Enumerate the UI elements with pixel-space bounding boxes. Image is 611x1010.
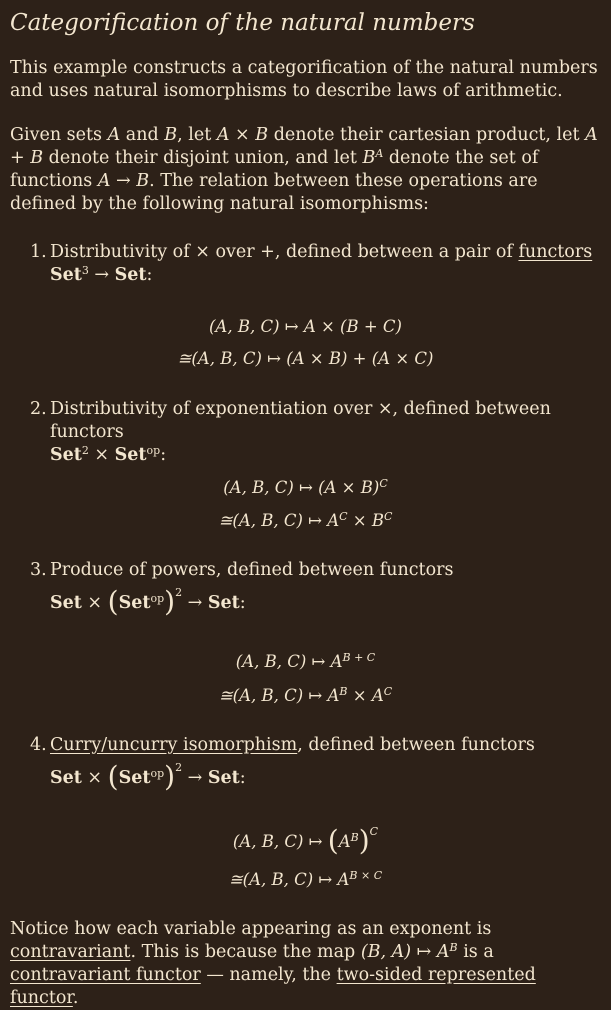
op-superscript: op: [146, 443, 161, 457]
op-superscript: op: [150, 766, 165, 780]
item-number: 4.: [30, 735, 47, 755]
math-sum: A + B: [10, 125, 598, 168]
map-exponent: B: [449, 940, 458, 954]
map-text: (B, A) ↦ A: [360, 942, 450, 962]
list-item-3: [30, 559, 605, 618]
math-map: [361, 942, 458, 962]
notice-paragraph: [10, 918, 605, 1010]
eq-exponent: C: [384, 509, 393, 523]
functor-signature: [50, 760, 246, 793]
eq-text: ≅(A, B, C) ↦ A: [228, 870, 350, 889]
list-item-4: [30, 734, 605, 793]
text: Given sets: [10, 125, 108, 145]
arrow: →: [88, 265, 115, 285]
equation-3a: [0, 650, 611, 673]
set-symbol: Set: [114, 265, 147, 285]
exponent: 3: [81, 263, 89, 277]
item-number: 1.: [30, 242, 47, 262]
item-text: , defined between functors: [297, 735, 535, 755]
arrow: →: [182, 768, 208, 788]
set-symbol: Set: [207, 593, 240, 613]
set-symbol: Set: [118, 768, 151, 788]
equation-1a: (A, B, C) ↦ A × (B + C): [208, 317, 402, 336]
eq-exponent: C: [383, 684, 393, 698]
colon: :: [160, 445, 167, 465]
times: ×: [81, 768, 108, 788]
colon: :: [239, 593, 246, 613]
eq-exponent: C: [379, 476, 388, 490]
text: denote their cartesian product, let: [268, 125, 586, 145]
eq-exponent: B + C: [342, 650, 376, 664]
equation-2a: [0, 476, 611, 499]
right-paren: ): [358, 824, 370, 857]
item-text: Distributivity of exponentiation over ×, defined between functors: [50, 399, 551, 442]
list-item-2: [30, 398, 605, 467]
text: Notice how each variable appearing as an exponent is: [10, 919, 492, 939]
eq-exponent: C: [339, 509, 348, 523]
set-symbol: Set: [114, 445, 147, 465]
definitions-paragraph: [10, 124, 605, 216]
set-symbol: Set: [50, 445, 82, 465]
two-sided-represented-functor-link[interactable]: two-sided represented functor: [10, 965, 536, 1008]
eq-text: × A: [347, 686, 384, 705]
exponent: 2: [81, 443, 89, 457]
text: . The relation between these operations are defined by the following natural isomorphisms:: [10, 171, 538, 214]
functors-link[interactable]: functors: [518, 242, 593, 262]
eq-text: ≅(A, B, C) ↦ A: [218, 686, 340, 705]
op-superscript: op: [150, 591, 165, 605]
times: ×: [88, 445, 115, 465]
item-number: 3.: [30, 560, 47, 580]
eq-text: (A, B, C) ↦ A: [235, 652, 343, 671]
eq-exponent: B × C: [349, 868, 383, 882]
math-a: A: [107, 125, 121, 145]
eq-exponent: B: [339, 684, 348, 698]
colon: :: [146, 265, 153, 285]
contravariant-functor-link[interactable]: contravariant functor: [10, 965, 201, 985]
eq-text: ≅(A, B, C) ↦ A: [218, 511, 340, 530]
right-paren: ): [164, 760, 176, 793]
eq-exponent: B: [350, 830, 359, 844]
eq-exponent: C: [369, 824, 379, 838]
set-symbol: Set: [207, 768, 240, 788]
right-paren: ): [164, 585, 176, 618]
power-exponent: A: [375, 146, 384, 160]
equation-2b: [0, 509, 611, 532]
math-b: B: [164, 125, 178, 145]
square-exponent: 2: [175, 585, 183, 599]
math-product: A × B: [216, 125, 269, 145]
contravariant-link[interactable]: contravariant: [10, 942, 131, 962]
set-symbol: Set: [50, 768, 82, 788]
times: ×: [81, 593, 108, 613]
equation-1b: ≅(A, B, C) ↦ (A × B) + (A × C): [177, 349, 434, 368]
item-text: Distributivity of × over +, defined between a pair of: [50, 242, 519, 262]
eq-text: A: [338, 832, 351, 851]
text: denote their disjoint union, and let: [43, 148, 363, 168]
curry-uncurry-link[interactable]: Curry/uncurry isomorphism: [50, 735, 298, 755]
arrow: →: [182, 593, 208, 613]
math-function: A → B: [97, 171, 150, 191]
page-title: Categorification of the natural numbers: [10, 10, 475, 36]
text: is a: [457, 942, 494, 962]
text: and: [120, 125, 165, 145]
text: — namely, the: [200, 965, 337, 985]
text: denote the set of functions: [10, 148, 539, 191]
math-power: [362, 148, 383, 168]
left-paren: (: [327, 824, 339, 857]
text: . This is because the map: [130, 942, 361, 962]
equation-4b: [0, 868, 611, 891]
set-symbol: Set: [50, 265, 82, 285]
colon: :: [239, 768, 246, 788]
item-text: Produce of powers, defined between functors: [50, 560, 454, 580]
set-symbol: Set: [50, 593, 82, 613]
power-base: B: [362, 148, 376, 168]
left-paren: (: [107, 760, 119, 793]
list-item-1: [30, 241, 605, 287]
left-paren: (: [107, 585, 119, 618]
text: .: [72, 988, 79, 1008]
functor-signature: [50, 585, 246, 618]
eq-text: (A, B, C) ↦ (A × B): [223, 478, 380, 497]
eq-text: × B: [347, 511, 385, 530]
intro-paragraph: This example constructs a categorification of the natural numbers and uses natural isomorphisms to describe laws of arithmetic.: [10, 58, 598, 101]
equation-4a: [0, 824, 611, 857]
equation-3b: [0, 684, 611, 707]
eq-text: (A, B, C) ↦: [232, 832, 328, 851]
text: , let: [177, 125, 217, 145]
square-exponent: 2: [175, 760, 183, 774]
set-symbol: Set: [118, 593, 151, 613]
item-number: 2.: [30, 399, 47, 419]
